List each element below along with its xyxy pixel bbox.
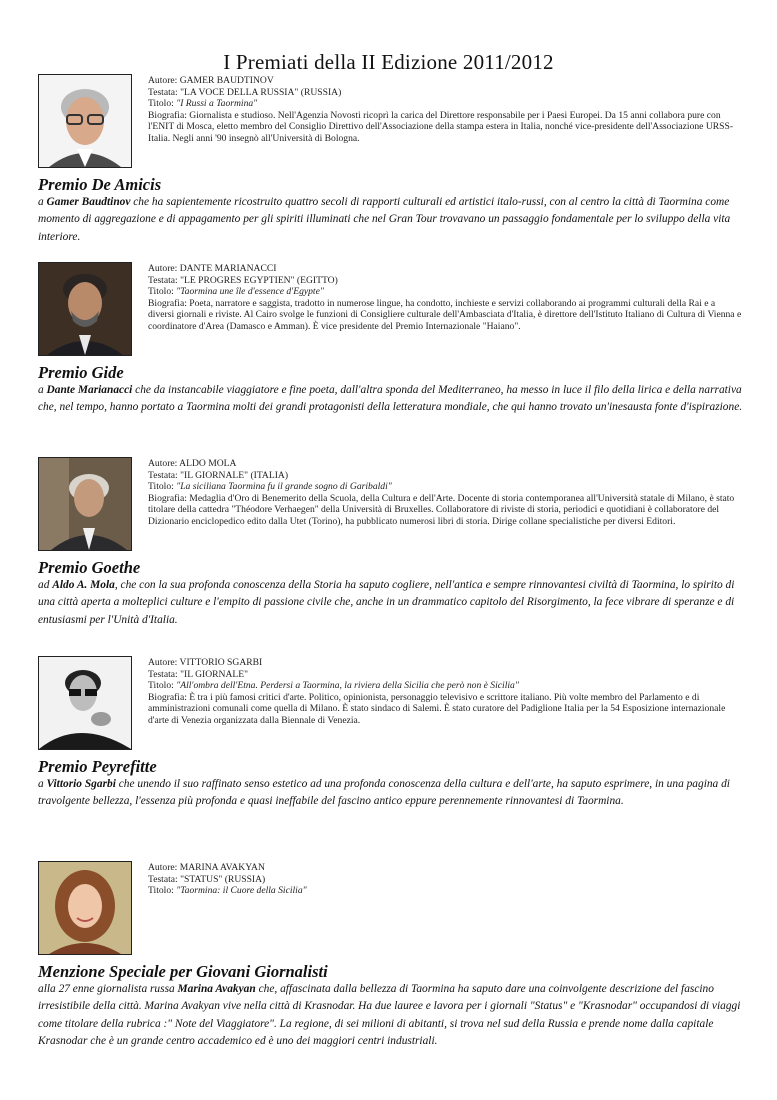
author-line: Autore: DANTE MARIANACCI	[148, 263, 277, 274]
prize-motivation	[38, 577, 743, 629]
prize-name: Premio De Amicis	[38, 175, 162, 194]
author-line: Autore: GAMER BAUDTINOV	[148, 75, 274, 86]
author-line: Autore: VITTORIO SGARBI	[148, 657, 263, 668]
biography: Biografia: È tra i più famosi critici d'arte. Politico, opinionista, personaggio televisivo e scrittore italiano. Più volte membro del Parlamento e di amministrazioni comunali come quella di Milano. È stato sindaco di Salemi. È stato curatore del Padiglione Italia per la 54 Esposizione internazionale d'arte di Venezia organizzata dalla Biennale di Venezia.	[148, 691, 726, 726]
portrait-photo	[38, 861, 132, 955]
motivation-prefix: a	[38, 384, 47, 396]
publication-line: Testata: "STATUS" (RUSSIA)	[148, 873, 266, 885]
title-label: Titolo:	[148, 286, 174, 298]
author-line: Autore: ALDO MOLA	[148, 458, 237, 469]
motivation-prefix: alla 27 enne giornalista russa	[38, 983, 178, 995]
article-title: "Taormina: il Cuore della Sicilia"	[176, 885, 307, 897]
publication-line: Testata: "IL GIORNALE" (ITALIA)	[148, 469, 289, 481]
portrait-photo	[38, 74, 132, 168]
article-title-line	[148, 885, 743, 897]
page-title: I Premiati della II Edizione 2011/2012	[223, 50, 554, 75]
article-title-line	[148, 481, 743, 493]
motivation-prefix: a	[38, 778, 47, 790]
motivation-prefix: a	[38, 196, 47, 208]
winner-name: Vittorio Sgarbi	[46, 778, 116, 790]
motivation-text: , che con la sua profonda conoscenza della Storia ha saputo cogliere, nell'antica e sempre rinnovantesi civiltà di Taormina, lo spirito di una città aperta a molteplici culture e l'empito di passione civile che, anche in un drammatico capitolo del Risorgimento, la fece vibrare di speranze e di entusiasmi per l'Unità d'Italia.	[38, 579, 735, 626]
motivation-text: che da instancabile viaggiatore e fine poeta, dall'altra sponda del Mediterraneo, ha messo in luce il filo della lirica e della narrativa che, nel tempo, hanno portato a Taormina molti dei grandi protagonisti della letteratura mondiale, che qui hanno trovato un'inesausta fonte d'ispirazione.	[38, 384, 743, 414]
article-title-line	[148, 98, 743, 110]
article-title: "All'ombra dell'Etna. Perdersi a Taormina, la riviera della Sicilia che però non è Sicilia"	[176, 680, 519, 692]
prize-name: Premio Goethe	[38, 558, 141, 577]
motivation-text: che unendo il suo raffinato senso estetico ad una profonda conoscenza della cultura e dell'arte, ha saputo esprimere, in una pagina di travolgente bellezza, l'essenza più profonda e quasi ineffabile del fascino antico eppure perennemente rinnovantesi di Taormina.	[38, 778, 730, 808]
prize-name: Menzione Speciale per Giovani Giornalisti	[38, 962, 328, 981]
author-line: Autore: MARINA AVAKYAN	[148, 862, 265, 873]
prize-motivation	[38, 981, 743, 1051]
entry-details	[148, 263, 743, 333]
publication-line: Testata: "LE PROGRES EGYPTIEN" (EGITTO)	[148, 274, 338, 286]
biography: Biografia: Medaglia d'Oro di Benemerito della Scuola, della Cultura e dell'Arte. Docente di storia contemporanea all'Università statale di Milano, è stato titolare della cattedra "Théodore Verhaegen" della Università di Bruxelles. Collaboratore di riviste di storia, periodici e quotidiani è collaboratore del Dizionario enciclopedico edito dalla Utet (Torino), ha pubblicato numerosi libri di storia. Dirige collane specialistiche per diversi Editori.	[148, 492, 735, 527]
article-title: "I Russi a Taormina"	[176, 98, 258, 110]
portrait-photo	[38, 262, 132, 356]
article-title: "La siciliana Taormina fu il grande sogno di Garibaldi"	[176, 481, 392, 493]
prize-motivation	[38, 776, 743, 811]
entry-details	[148, 657, 743, 727]
prize-name: Premio Gide	[38, 363, 124, 382]
portrait-photo	[38, 656, 132, 750]
winner-name: Dante Marianacci	[46, 384, 133, 396]
portrait-photo	[38, 457, 132, 551]
motivation-prefix: ad	[38, 579, 53, 591]
title-label: Titolo:	[148, 481, 174, 493]
prize-motivation	[38, 382, 743, 417]
entry-details	[148, 862, 743, 897]
winner-name: Gamer Baudtinov	[46, 196, 131, 208]
biography: Biografia: Poeta, narratore e saggista, tradotto in numerose lingue, ha condotto, inchieste e servizi collaborando ai programmi culturali della Rai e a diversi giornali e riviste. Al Cairo svolge le funzioni di Consigliere culturale dell'Ambasciata d'Italia, è direttore dell'Istituto Italiano di Cultura di Vienna e coordinatore d'Area (Damasco e Amman). È vice presidente del Premio Internazionale "Haiano".	[148, 297, 742, 332]
prize-motivation	[38, 194, 743, 246]
title-label: Titolo:	[148, 98, 174, 110]
entry-details	[148, 458, 743, 528]
title-label: Titolo:	[148, 680, 174, 692]
publication-line: Testata: "IL GIORNALE"	[148, 668, 249, 680]
winner-name: Aldo A. Mola	[52, 579, 115, 591]
article-title-line	[148, 680, 743, 692]
title-label: Titolo:	[148, 885, 174, 897]
publication-line: Testata: "LA VOCE DELLA RUSSIA" (RUSSIA)	[148, 86, 342, 98]
article-title-line	[148, 286, 743, 298]
entry-details	[148, 75, 743, 145]
article-title: "Taormina une île d'essence d'Egypte"	[176, 286, 324, 298]
prize-name: Premio Peyrefitte	[38, 757, 157, 776]
winner-name: Marina Avakyan	[177, 983, 256, 995]
motivation-text: che, affascinata dalla bellezza di Taormina ha saputo dare una coinvolgente descrizione del fascino irresistibile della città. Marina Avakyan vive nella città di Krasnodar. Ha due lauree e lavora per i giornali "Status" e "Krasnodar" occupandosi di viaggi come titolare della rubrica :" Note del Viaggiatore". La regione, di sei milioni di abitanti, si trova nel sud della Russia e prende nome dalla capitale Krasnodar che è un grande centro accademico ed è uno dei maggiori centri industriali.	[38, 983, 741, 1048]
motivation-text: che ha sapientemente ricostruito quattro secoli di rapporti culturali ed artistici italo-russi, con al centro la città di Taormina come momento di aggregazione e di appagamento per gli spiriti illuminati che nel Gran Tour trovavano un passaggio fondamentale per lo sviluppo della vita interiore.	[38, 196, 731, 243]
biography: Biografia: Giornalista e studioso. Nell'Agenzia Novosti ricoprì la carica del Direttore responsabile per i Paesi Europei. Da 15 anni collabora pure con l'ENIT di Mosca, eletto membro del Consiglio Direttivo dell'Associazione della stampa estera in Italia, nonché vice-presidente dell'Associazione URSS-Italia. Negli anni '90 insegnò all'Università di Bologna.	[148, 109, 734, 144]
